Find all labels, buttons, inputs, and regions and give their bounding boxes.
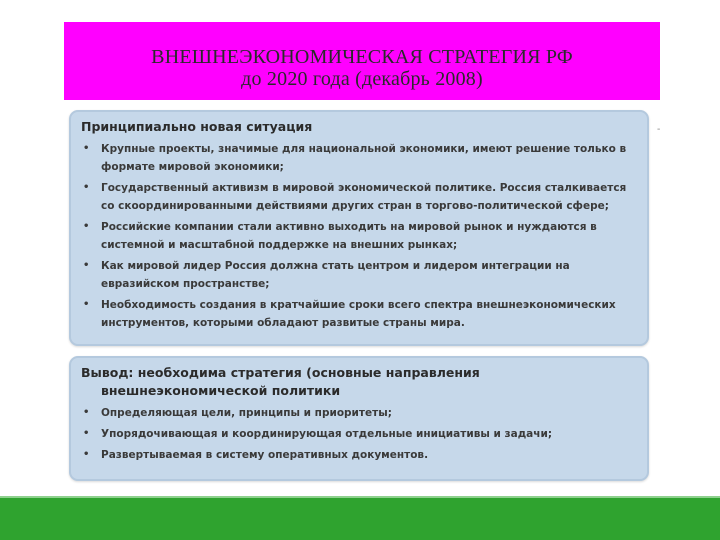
list-item-text: Упорядочивающая и координирующая отдельные инициативы и задачи; [101,428,553,440]
list-item [81,218,637,254]
list-item-text: Необходимость создания в кратчайшие сроки всего спектра внешнеэкономических инструментов, которыми обладают развитые страны мира. [101,299,616,329]
conclusion-heading-line-2: внешнеэкономической политики [101,383,341,398]
list-item-text: Российские компании стали активно выходить на мировой рынок и нуждаются в системной и масштабной поддержке на внешних рынках; [101,221,597,251]
conclusion-heading [81,364,637,400]
list-item [81,140,637,176]
bullet-icon: • [83,407,90,418]
conclusion-heading-line-1: Вывод: необходима стратегия (основные направления [81,365,480,380]
bullet-icon: • [83,260,90,271]
conclusion-list [81,404,637,464]
title-line-2: до 2020 года (декабрь 2008) [241,68,483,90]
list-item-text: Крупные проекты, значимые для национальной экономики, имеют решение только в формате мировой экономики; [101,143,627,173]
list-item-text: Государственный активизм в мировой экономической политике. Россия сталкивается со скоординированными действиями других стран в торгово-политической сфере; [101,182,627,212]
list-item [81,446,637,464]
bullet-icon: • [83,428,90,439]
title-line-1: ВНЕШНЕЭКОНОМИЧЕСКАЯ СТРАТЕГИЯ РФ [151,46,573,68]
list-item [81,257,637,293]
list-item-text: Как мировой лидер Россия должна стать центром и лидером интеграции на евразийском пространстве; [101,260,570,290]
title-banner [64,22,660,100]
bullet-icon: • [83,143,90,154]
list-item [81,404,637,422]
side-mark: - [657,124,661,135]
bullet-icon: • [83,182,90,193]
situation-list [81,140,637,332]
bullet-icon: • [83,221,90,232]
list-item [81,296,637,332]
situation-panel [69,110,649,346]
bullet-icon: • [83,449,90,460]
list-item-text: Определяющая цели, принципы и приоритеты; [101,407,392,419]
bullet-icon: • [83,299,90,310]
situation-heading: Принципиально новая ситуация [81,119,313,134]
list-item-text: Развертываемая в систему оперативных документов. [101,449,429,461]
list-item [81,425,637,443]
list-item [81,179,637,215]
footer-bar [0,498,720,540]
conclusion-panel [69,356,649,481]
